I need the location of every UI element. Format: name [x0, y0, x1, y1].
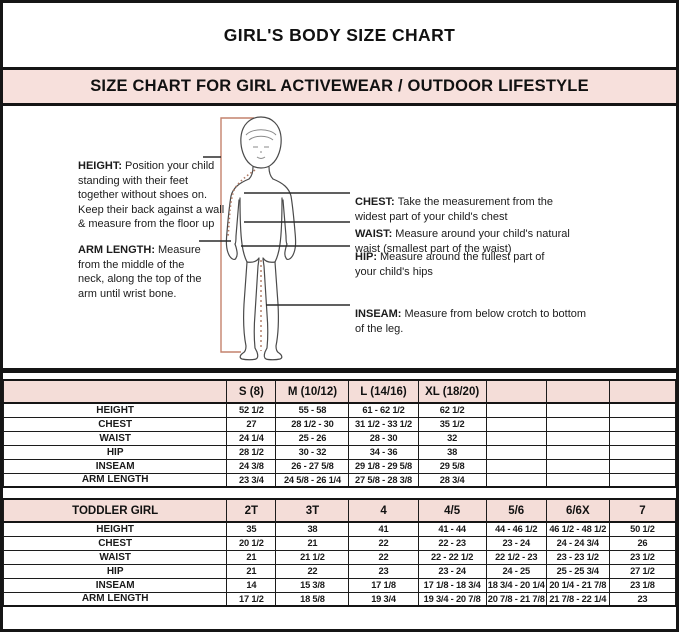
column-header: L (14/16): [349, 380, 418, 403]
size-value-cell: 21: [227, 550, 276, 564]
row-label: INSEAM: [4, 459, 227, 473]
size-value-cell: 41 - 44: [418, 522, 486, 536]
banner-title: SIZE CHART FOR GIRL ACTIVEWEAR / OUTDOOR LIFESTYLE: [90, 77, 589, 95]
row-label: HIP: [4, 445, 227, 459]
row-label: WAIST: [4, 550, 227, 564]
table-row: [4, 564, 676, 578]
size-value-cell: [486, 403, 546, 417]
row-label: ARM LENGTH: [4, 592, 227, 606]
table-row: [4, 522, 676, 536]
girl-table-header-row: [4, 380, 676, 403]
size-value-cell: 23 1/2: [609, 550, 675, 564]
size-value-cell: 23 - 24: [486, 536, 546, 550]
arm-length-note: [78, 243, 206, 301]
arm-length-dotted-line: [228, 170, 255, 238]
size-value-cell: 15 3/8: [276, 578, 349, 592]
size-value-cell: 62 1/2: [418, 403, 486, 417]
size-value-cell: 20 1/4 - 21 7/8: [546, 578, 609, 592]
category-banner: [3, 70, 676, 106]
waist-note-label: WAIST:: [355, 228, 393, 240]
size-value-cell: [546, 431, 609, 445]
size-value-cell: 55 - 58: [276, 403, 349, 417]
column-header: TODDLER GIRL: [4, 499, 227, 522]
row-label: WAIST: [4, 431, 227, 445]
size-value-cell: 27 1/2: [609, 564, 675, 578]
arm-length-note-label: ARM LENGTH:: [78, 244, 155, 256]
size-value-cell: 28 1/2 - 30: [276, 417, 349, 431]
size-value-cell: 34 - 36: [349, 445, 418, 459]
column-header: [609, 380, 675, 403]
size-value-cell: 18 3/4 - 20 1/4: [487, 580, 545, 590]
size-value-cell: [609, 445, 675, 459]
hip-note-text: Measure around the fullest part of your child's hips: [355, 251, 545, 278]
table-row: [4, 578, 676, 592]
size-value-cell: 41: [349, 522, 418, 536]
column-header: 5/6: [486, 499, 546, 522]
hip-note: [355, 250, 567, 279]
table-row: [4, 459, 676, 473]
column-header: [4, 380, 227, 403]
toddler-size-table: [3, 498, 676, 607]
table-row: [4, 536, 676, 550]
size-value-cell: [609, 417, 675, 431]
size-value-cell: [546, 417, 609, 431]
size-value-cell: [609, 431, 675, 445]
size-value-cell: 26: [609, 536, 675, 550]
row-label: INSEAM: [4, 578, 227, 592]
size-value-cell: 28 - 30: [349, 431, 418, 445]
size-value-cell: 23 - 23 1/2: [546, 550, 609, 564]
hip-note-label: HIP:: [355, 251, 377, 263]
size-value-cell: 28 3/4: [418, 473, 486, 487]
height-note-label: HEIGHT:: [78, 160, 122, 172]
size-value-cell: 25 - 26: [276, 431, 349, 445]
figure-outline: [226, 117, 295, 360]
size-value-cell: 14: [227, 578, 276, 592]
column-header: M (10/12): [276, 380, 349, 403]
table-row: [4, 550, 676, 564]
column-header: S (8): [227, 380, 276, 403]
column-header: 4/5: [418, 499, 486, 522]
size-value-cell: 44 - 46 1/2: [486, 522, 546, 536]
size-value-cell: [609, 459, 675, 473]
chest-note: [355, 195, 573, 224]
arm-length-note-text: Measure from the middle of the neck, along the top of the arm until wrist bone.: [78, 244, 202, 300]
column-header: XL (18/20): [418, 380, 486, 403]
size-value-cell: 17 1/2: [227, 592, 276, 606]
column-header: 4: [349, 499, 418, 522]
size-value-cell: 24 3/8: [227, 459, 276, 473]
column-header: 7: [609, 499, 675, 522]
table-row: [4, 592, 676, 606]
size-value-cell: 21: [227, 564, 276, 578]
row-label: HIP: [4, 564, 227, 578]
size-value-cell: 17 1/8 - 18 3/4: [418, 578, 486, 592]
column-header: [546, 380, 609, 403]
inseam-note: [355, 307, 587, 336]
size-value-cell: 21 7/8 - 22 1/4: [546, 592, 609, 606]
size-value-cell: 23 1/8: [609, 578, 675, 592]
bottom-gap: [3, 607, 676, 615]
size-value-cell: [546, 459, 609, 473]
size-value-cell: 24 1/4: [227, 431, 276, 445]
size-value-cell: 19 3/4: [349, 592, 418, 606]
size-value-cell: [486, 459, 546, 473]
size-value-cell: 22 1/2 - 23: [486, 550, 546, 564]
size-value-cell: 29 5/8: [418, 459, 486, 473]
column-header: 2T: [227, 499, 276, 522]
size-value-cell: [546, 445, 609, 459]
face-details: [246, 130, 276, 159]
size-value-cell: [546, 473, 609, 487]
measurement-diagram: [3, 106, 676, 368]
size-value-cell: 35: [227, 522, 276, 536]
row-label: CHEST: [4, 536, 227, 550]
size-value-cell: 31 1/2 - 33 1/2: [349, 417, 418, 431]
row-label: CHEST: [4, 417, 227, 431]
height-reference-line: [221, 118, 254, 352]
size-value-cell: 22: [276, 564, 349, 578]
size-value-cell: 22 - 22 1/2: [418, 550, 486, 564]
row-label: ARM LENGTH: [4, 473, 227, 487]
size-value-cell: 25 - 25 3/4: [546, 564, 609, 578]
size-value-cell: [486, 445, 546, 459]
waist-note-text: Measure around your child's natural waist (smallest part of the waist): [355, 228, 570, 255]
size-value-cell: 32: [418, 431, 486, 445]
size-value-cell: 18 5/8: [276, 592, 349, 606]
inseam-note-label: INSEAM:: [355, 308, 402, 320]
table-row: [4, 417, 676, 431]
size-value-cell: 24 5/8 - 26 1/4: [276, 473, 349, 487]
size-value-cell: 23: [349, 564, 418, 578]
size-value-cell: 38: [418, 445, 486, 459]
size-value-cell: [609, 403, 675, 417]
column-header: 3T: [276, 499, 349, 522]
size-value-cell: 22 - 23: [418, 536, 486, 550]
size-value-cell: 38: [276, 522, 349, 536]
girl-size-table: [3, 379, 676, 488]
size-value-cell: 27 5/8 - 28 3/8: [349, 473, 418, 487]
title-bar: [3, 3, 676, 70]
size-value-cell: [609, 473, 675, 487]
column-header: [486, 380, 546, 403]
size-value-cell: [486, 431, 546, 445]
column-header: 6/6X: [546, 499, 609, 522]
size-value-cell: 22: [349, 536, 418, 550]
inseam-note-text: Measure from below crotch to bottom of the leg.: [355, 308, 587, 335]
size-value-cell: 23: [609, 592, 675, 606]
size-value-cell: 26 - 27 5/8: [276, 459, 349, 473]
row-label: HEIGHT: [4, 403, 227, 417]
size-value-cell: 21 1/2: [276, 550, 349, 564]
size-value-cell: 52 1/2: [227, 403, 276, 417]
size-value-cell: 17 1/8: [349, 578, 418, 592]
chest-note-label: CHEST:: [355, 196, 395, 208]
size-value-cell: 19 3/4 - 20 7/8: [418, 592, 486, 606]
size-value-cell: [486, 473, 546, 487]
height-note: [78, 159, 228, 232]
row-label: HEIGHT: [4, 522, 227, 536]
size-value-cell: 30 - 32: [276, 445, 349, 459]
size-value-cell: [546, 403, 609, 417]
size-value-cell: 29 1/8 - 29 5/8: [349, 459, 418, 473]
size-value-cell: 61 - 62 1/2: [349, 403, 418, 417]
table-row: [4, 403, 676, 417]
size-value-cell: 22: [349, 550, 418, 564]
size-value-cell: 24 - 25: [486, 564, 546, 578]
chest-note-text: Take the measurement from the widest part of your child's chest: [355, 196, 554, 223]
between-tables-gap: [3, 488, 676, 498]
size-value-cell: 28 1/2: [227, 445, 276, 459]
size-value-cell: 23 3/4: [227, 473, 276, 487]
table-row: [4, 445, 676, 459]
toddler-table-header-row: [4, 499, 676, 522]
size-value-cell: 46 1/2 - 48 1/2: [546, 522, 609, 536]
size-value-cell: [486, 417, 546, 431]
size-value-cell: 20 1/2: [227, 536, 276, 550]
size-value-cell: 23 - 24: [418, 564, 486, 578]
size-value-cell: 35 1/2: [418, 417, 486, 431]
table-row: [4, 473, 676, 487]
size-value-cell: 24 - 24 3/4: [546, 536, 609, 550]
size-value-cell: 50 1/2: [609, 522, 675, 536]
page-title: GIRL'S BODY SIZE CHART: [223, 24, 456, 45]
height-note-text: Position your child standing with their feet together without shoes on. Keep their back against a wall & measure from the floor up: [78, 160, 225, 231]
table-row: [4, 431, 676, 445]
size-value-cell: 20 7/8 - 21 7/8: [486, 592, 546, 606]
size-value-cell: 21: [276, 536, 349, 550]
size-value-cell: 27: [227, 417, 276, 431]
